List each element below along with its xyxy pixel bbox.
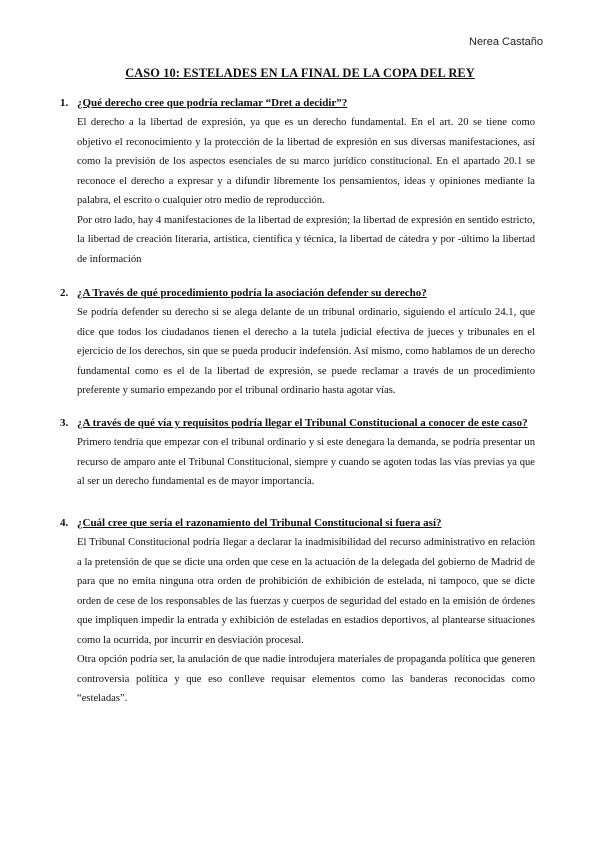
question-section-4	[60, 514, 535, 709]
document-title: CASO 10: ESTELADES EN LA FINAL DE LA COPA DEL REY	[125, 66, 475, 80]
question-number: 4.	[60, 517, 69, 529]
answer-body	[77, 533, 535, 709]
answer-paragraph: El derecho a la libertad de expresión, ya que es un derecho fundamental. En el art. 20 se tiene como objetivo el reconocimiento y la protección de la libertad de expresión en sus diversas manifestaciones, así como la previsión de los aspectos esenciales de su marco jurídico constitucional. En el apartado 20.1 se reconoce el derecho a expresar y a difundir libremente los pensamientos, ideas y opiniones mediante la palabra, el escrito o cualquier otro medio de reproducción.	[77, 117, 535, 206]
question-text: ¿Cuál cree que sería el razonamiento del Tribunal Constitucional si fuera así?	[77, 517, 442, 529]
question-section-2	[60, 284, 535, 401]
question-heading	[60, 284, 535, 303]
question-section-1	[60, 94, 535, 269]
answer-body	[77, 433, 535, 492]
question-number: 1.	[60, 97, 69, 109]
answer-paragraph: El Tribunal Constitucional podría llegar a declarar la inadmisibilidad del recurso administrativo en relación a la pretensión de que se dicte una orden que cese en la actuación de la delegada del gobierno de Madrid de para que no emita ninguna otra orden de prohibición de exhibición de estelada, ni tampoco, que se dicte orden de cese de los responsables de las fuerzas y cuerpos de seguridad del estado en la emisión de órdenes que impliquen impedir la entrada y exhibición de esteladas en estadios deportivos, al plantearse situaciones como la ocurrida, por incurrir en desviación procesal.	[77, 537, 535, 646]
question-heading	[60, 94, 535, 113]
answer-paragraph: Otra opción podría ser, la anulación de que nadie introdujera materiales de propaganda política que generen controversia política y que eso conlleve requisar elementos como las banderas reconocidas como “esteladas”.	[77, 654, 535, 704]
answer-paragraph: Primero tendría que empezar con el tribunal ordinario y si este denegara la demanda, se podría presentar un recurso de amparo ante el Tribunal Constitucional, siempre y cuando se agoten todas las vías previas ya que al ser un derecho fundamental es de mayor importancia.	[77, 437, 535, 487]
answer-paragraph: Se podría defender su derecho si se alega delante de un tribunal ordinario, siguiendo el artículo 24.1, que dice que todos los ciudadanos tienen el derecho a la tutela judicial efectiva de jueces y tribunales en el ejercicio de los derechos, sin que se pueda producir indefensión. Así mismo, como hablamos de un derecho fundamental como es el de la libertad de expresión, se puede reclamar a través de un procedimiento preferente y sumario empezando por el tribunal ordinario hasta agotar vías.	[77, 307, 535, 396]
question-text: ¿Qué derecho cree que podría reclamar “Dret a decidir”?	[77, 97, 348, 109]
answer-body	[77, 113, 535, 269]
question-heading	[60, 514, 535, 533]
question-number: 2.	[60, 287, 69, 299]
question-text: ¿A Través de qué procedimiento podría la asociación defender su derecho?	[77, 287, 427, 299]
author-name: Nerea Castaño	[469, 36, 543, 48]
question-text: ¿A través de qué vía y requisitos podría llegar el Tribunal Constitucional a conocer de este caso?	[77, 417, 528, 429]
answer-body	[77, 303, 535, 401]
question-number: 3.	[60, 417, 69, 429]
question-section-3	[60, 414, 535, 492]
question-heading	[60, 414, 535, 433]
answer-paragraph: Por otro lado, hay 4 manifestaciones de la libertad de expresión; la libertad de expresión en sentido estricto, la libertad de creación literaria, artística, científica y técnica, la libertad de cátedra y por -último la libertad de información	[77, 214, 535, 265]
